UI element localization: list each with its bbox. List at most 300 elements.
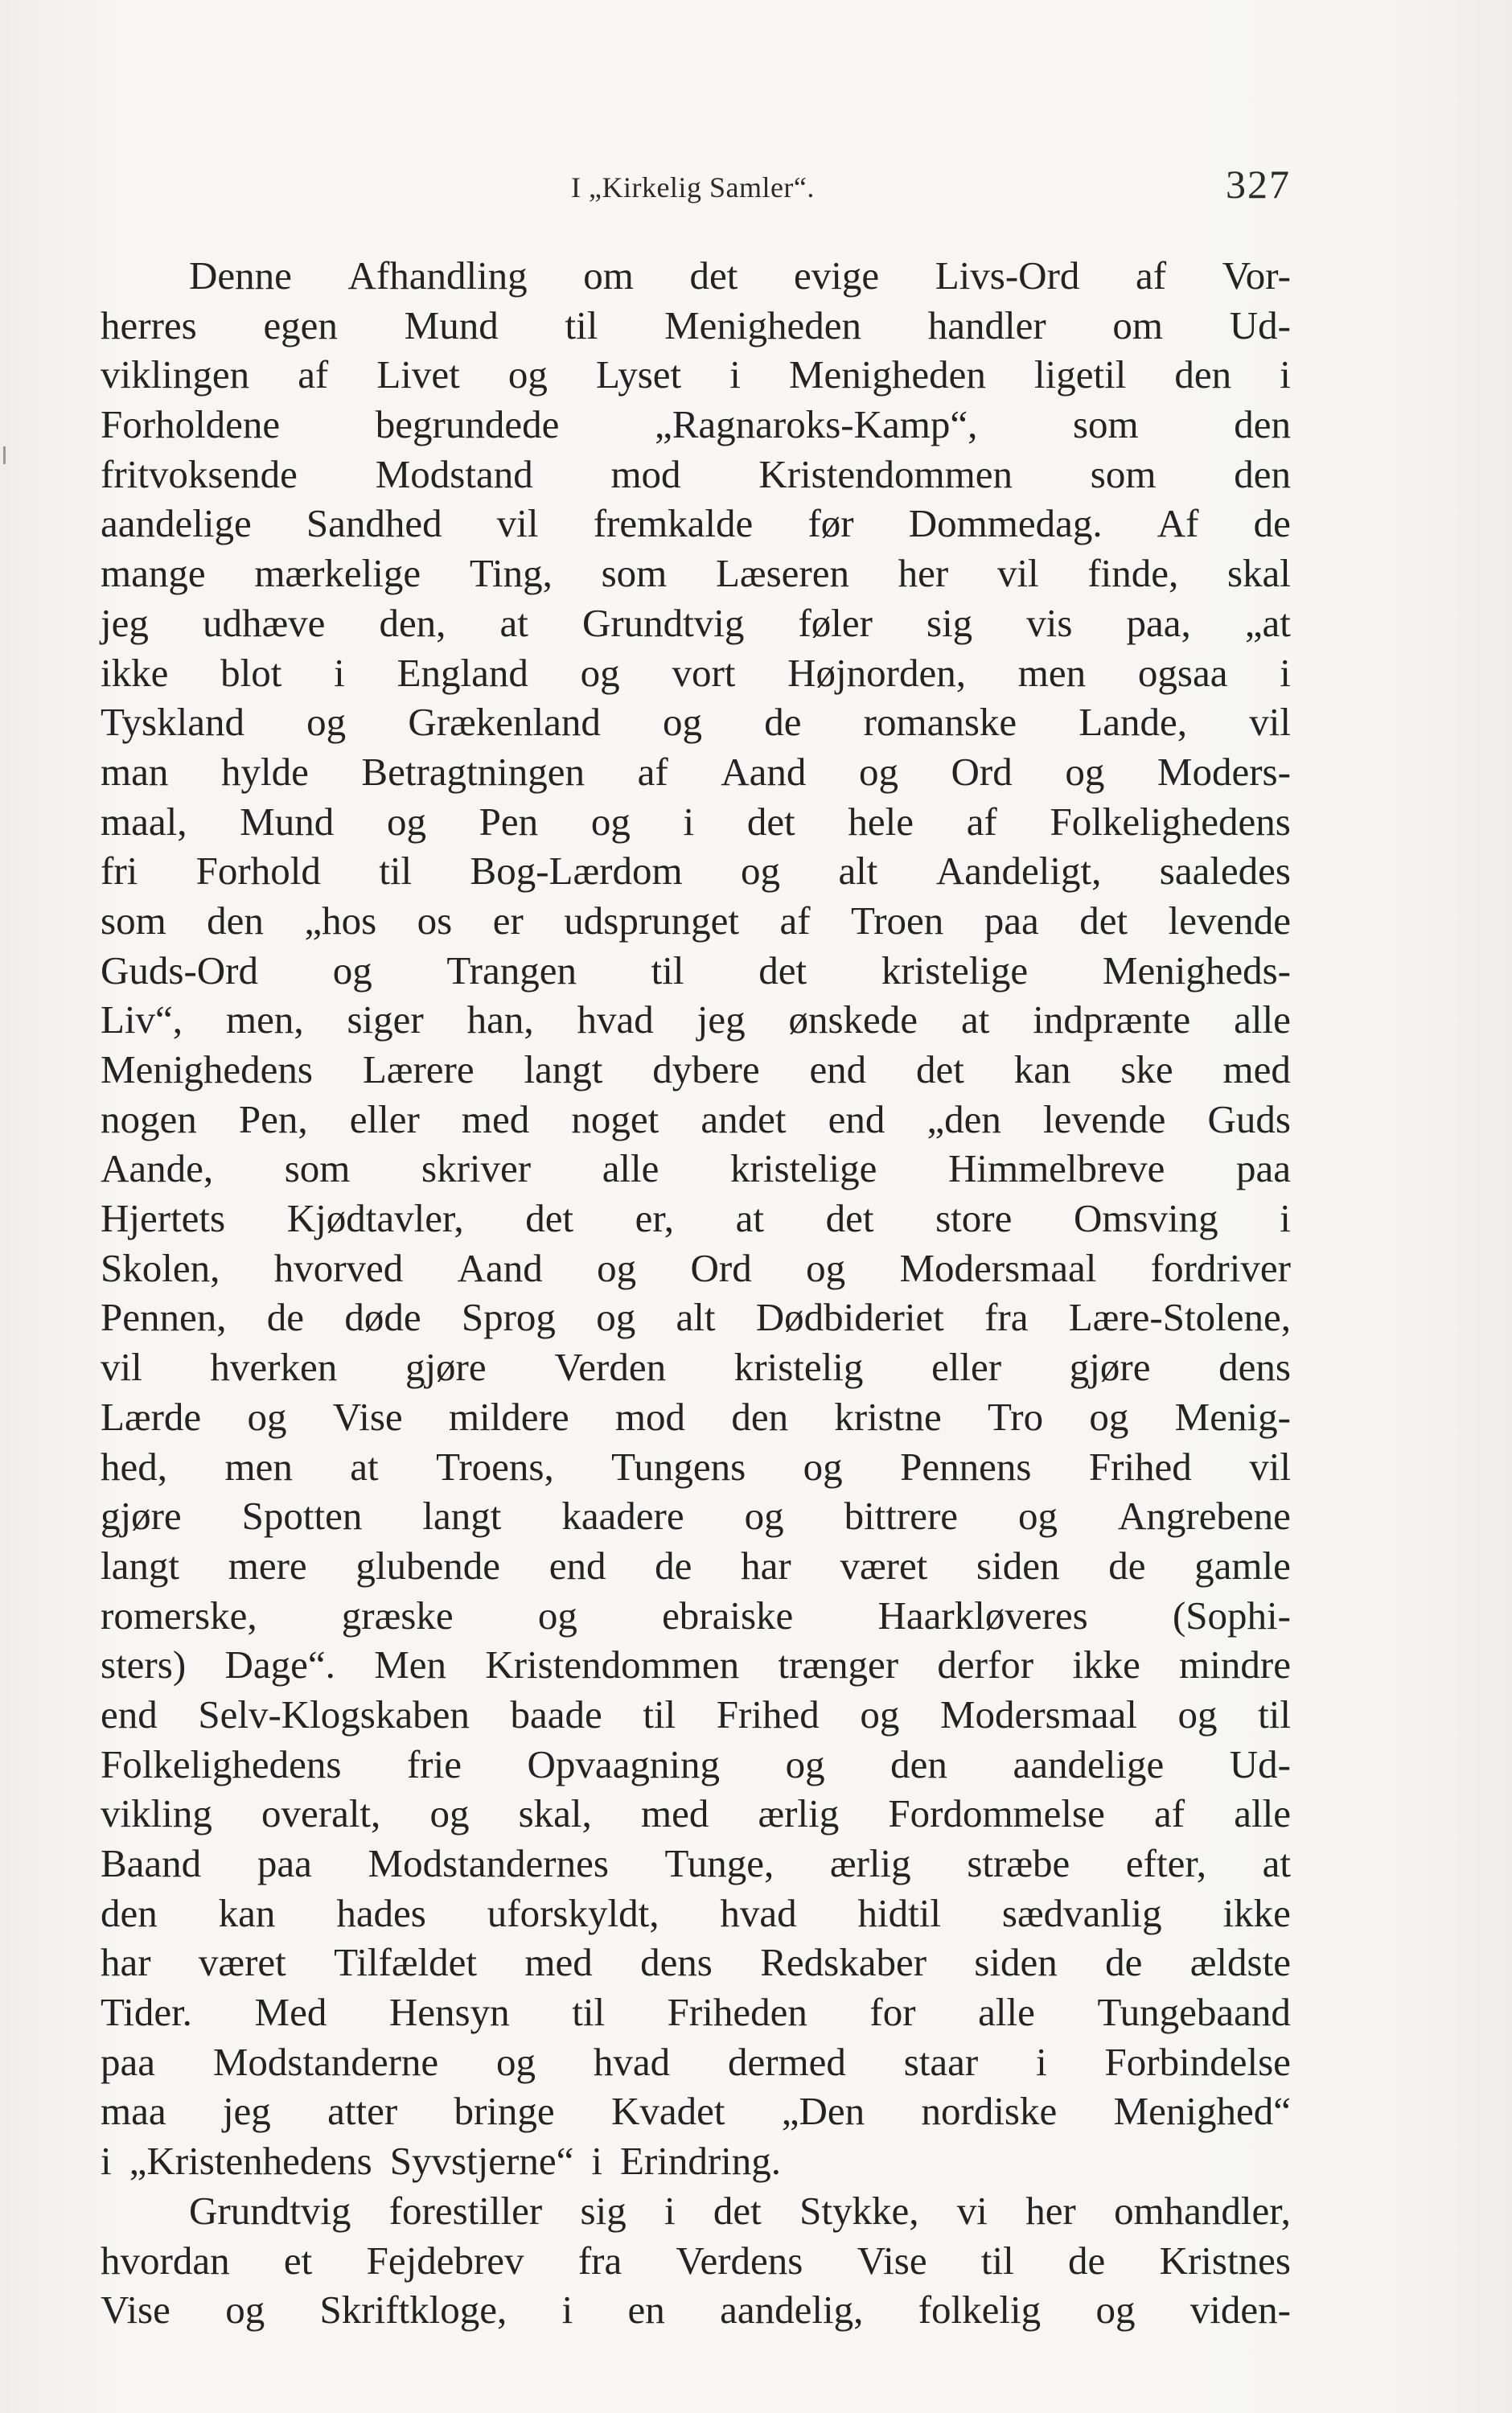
word: Verden — [554, 1345, 667, 1390]
word: før — [807, 501, 854, 546]
word: andet — [701, 1096, 787, 1141]
text-line — [101, 1740, 1291, 1790]
word: Modersmaal — [899, 1245, 1097, 1290]
word: skal, — [518, 1791, 592, 1836]
text-line — [101, 697, 1291, 747]
word: viklingen — [101, 352, 250, 397]
margin-mark — [3, 446, 6, 464]
word: handler — [927, 302, 1046, 347]
word: kan — [218, 1890, 276, 1935]
word: siger — [347, 997, 424, 1042]
word: med — [524, 1940, 593, 1985]
word: alle — [602, 1146, 659, 1191]
word: eller — [931, 1345, 1002, 1390]
word: end — [809, 1047, 867, 1091]
word: Mund — [404, 302, 499, 347]
word: de — [655, 1543, 692, 1588]
word: end — [828, 1096, 885, 1141]
word: Tyskland — [101, 700, 244, 745]
word: paa, — [1126, 600, 1191, 645]
word: ærlig — [829, 1841, 911, 1885]
word: evige — [794, 253, 880, 298]
word: Mund — [240, 799, 335, 844]
word: aandelig, — [720, 2288, 864, 2333]
word: vis — [1026, 600, 1073, 645]
word: fra — [577, 2238, 622, 2283]
word: Angrebene — [1117, 1494, 1291, 1539]
word: at — [350, 1444, 379, 1489]
word: Tro — [988, 1394, 1044, 1439]
word: glubende — [355, 1543, 500, 1588]
word: Fordommelse — [888, 1791, 1105, 1836]
word: Tungens — [611, 1444, 746, 1489]
word: langt — [422, 1494, 502, 1539]
word: mindre — [1179, 1642, 1291, 1687]
text-line — [101, 2136, 1291, 2186]
word: romerske, — [101, 1593, 257, 1638]
word: (Sophi- — [1172, 1593, 1291, 1638]
word: og — [663, 700, 703, 745]
word: Ud- — [1229, 302, 1291, 347]
word: og — [1018, 1494, 1058, 1539]
word: Skriftkloge, — [319, 2288, 507, 2333]
word: Baand — [101, 1841, 202, 1885]
word: hverken — [210, 1345, 338, 1390]
word: om — [583, 253, 634, 298]
word: „den — [927, 1096, 1001, 1141]
word: Forhold — [195, 849, 321, 894]
word: i — [729, 352, 741, 397]
word: Vise — [857, 2238, 927, 2283]
word: langt — [101, 1543, 179, 1588]
word: man — [101, 749, 169, 794]
word: føler — [798, 600, 873, 645]
word: Kristendommen — [758, 451, 1013, 496]
word: paa — [257, 1841, 312, 1885]
word: siden — [974, 1940, 1058, 1985]
word: jeg — [696, 997, 746, 1042]
text-line — [101, 1293, 1291, 1342]
text-line — [101, 301, 1291, 351]
word: Lande, — [1079, 700, 1188, 745]
word: de — [1108, 1543, 1146, 1588]
word: ældste — [1189, 1940, 1291, 1985]
word: „Ragnaroks-Kamp“, — [654, 402, 978, 447]
word: paa — [984, 898, 1039, 943]
word: og — [496, 2039, 536, 2084]
word: bittrere — [844, 1494, 959, 1539]
word: Med — [254, 1990, 327, 2035]
word: har — [101, 1940, 151, 1985]
word: som — [1090, 451, 1157, 496]
text-line — [101, 1591, 1291, 1641]
word: Pen — [479, 799, 539, 844]
text-line — [101, 995, 1291, 1045]
word: Opvaagning — [527, 1741, 721, 1786]
word: Afhandling — [347, 253, 528, 298]
word: maal, — [101, 799, 187, 844]
word: fritvoksende — [101, 451, 298, 496]
word: indprænte — [1033, 997, 1191, 1042]
word: Spotten — [241, 1494, 363, 1539]
word: af — [966, 799, 997, 844]
word: Stykke, — [799, 2188, 919, 2233]
word: Tilfældet — [334, 1940, 478, 1985]
word: Menigheds- — [1102, 948, 1291, 993]
word: den — [1234, 451, 1291, 496]
word: paa — [101, 2039, 155, 2084]
word: vort — [672, 650, 736, 695]
word: fra — [984, 1295, 1029, 1340]
word: som — [284, 1146, 351, 1191]
word: i — [1280, 1196, 1291, 1241]
word: Grundtvig — [189, 2188, 351, 2233]
word: Moders- — [1157, 749, 1291, 794]
word: Vise — [332, 1394, 403, 1439]
word: vil — [101, 1345, 142, 1390]
word: med — [461, 1096, 530, 1141]
word: Læseren — [715, 551, 849, 596]
text-line — [101, 1243, 1291, 1293]
word: Højnorden, — [787, 650, 966, 695]
word: finde, — [1087, 551, 1179, 596]
word: Tider. — [101, 1990, 192, 2035]
word: Menigheden — [664, 302, 861, 347]
word: ikke — [1222, 1890, 1291, 1935]
word: vil — [996, 551, 1039, 596]
text-line — [101, 1988, 1291, 2037]
text-line — [101, 549, 1291, 598]
word: kristelig — [733, 1345, 864, 1390]
word: været — [840, 1543, 928, 1588]
word: som — [1072, 402, 1139, 447]
text-line — [101, 1640, 1291, 1690]
word: de — [764, 700, 802, 745]
word: udhæve — [202, 600, 326, 645]
word: til — [651, 948, 684, 993]
word: Denne — [189, 253, 292, 298]
word: mærkelige — [254, 551, 421, 596]
word: for — [869, 1990, 916, 2035]
text-line — [101, 400, 1291, 450]
word: end — [549, 1543, 606, 1588]
word: ebraiske — [662, 1593, 794, 1638]
word: hele — [848, 799, 914, 844]
word: Ud- — [1229, 1741, 1291, 1786]
word: Aand — [457, 1245, 543, 1290]
word: af — [1154, 1791, 1185, 1836]
word: langt — [524, 1047, 603, 1091]
word: Kristendommen — [485, 1642, 740, 1687]
word: det — [758, 948, 807, 993]
word: og — [741, 849, 781, 894]
word: Hensyn — [388, 1990, 510, 2035]
word: gjøre — [405, 1345, 487, 1390]
word: fri — [101, 849, 138, 894]
word: i — [683, 799, 695, 844]
word: Haarkløveres — [877, 1593, 1088, 1638]
word: ogsaa — [1137, 650, 1228, 695]
word: i — [334, 650, 345, 695]
word: Frihed — [1088, 1444, 1192, 1489]
word: Aand — [721, 749, 807, 794]
word: „at — [1244, 600, 1291, 645]
word: og — [860, 1692, 900, 1737]
text-line — [101, 598, 1291, 648]
word: og — [225, 2288, 265, 2333]
word: fremkalde — [593, 501, 754, 546]
word: Lyset — [595, 352, 682, 397]
word: sædvanlig — [1001, 1890, 1162, 1935]
word: nogen — [101, 1096, 197, 1141]
word: Omsving — [1073, 1196, 1218, 1241]
text-line — [101, 2037, 1291, 2087]
word: den — [731, 1394, 789, 1439]
word: at — [735, 1196, 765, 1241]
word: den — [1234, 402, 1291, 447]
word: i — [561, 2288, 573, 2333]
text-line — [101, 251, 1291, 301]
word: Trangen — [446, 948, 577, 993]
word: vikling — [101, 1791, 212, 1836]
word: og — [596, 1295, 636, 1340]
word: hvad — [577, 997, 654, 1042]
word: og — [507, 352, 548, 397]
word: romanske — [863, 700, 1017, 745]
word: til — [980, 2238, 1014, 2283]
page-number: 327 — [1226, 162, 1291, 207]
word: Pennen, — [101, 1295, 227, 1340]
word: Folkelighedens — [101, 1741, 342, 1786]
word: som — [601, 551, 668, 596]
word: hvordan — [101, 2238, 230, 2283]
word: noget — [571, 1096, 659, 1141]
word: folkelig — [918, 2288, 1042, 2333]
word: vi — [956, 2188, 988, 2233]
word: døde — [344, 1295, 421, 1340]
text-line — [101, 797, 1291, 847]
word: at — [1262, 1841, 1291, 1885]
word: Guds-Ord — [101, 948, 258, 993]
word: til — [565, 302, 598, 347]
word: alle — [1234, 1791, 1291, 1836]
word: siden — [976, 1543, 1060, 1588]
word: egen — [263, 302, 338, 347]
word: de — [266, 1295, 305, 1340]
word: og — [1089, 1394, 1129, 1439]
word: ikke — [1072, 1642, 1140, 1687]
word: trænger — [778, 1642, 899, 1687]
word: Menigheden — [788, 352, 986, 397]
word: til — [572, 1990, 606, 2035]
word: mod — [610, 451, 681, 496]
word: i — [591, 2139, 602, 2184]
word: den, — [379, 600, 446, 645]
word: alle — [1234, 997, 1291, 1042]
word: levende — [1168, 898, 1291, 943]
word: og — [785, 1741, 825, 1786]
word: alle — [978, 1990, 1035, 2035]
word: eller — [349, 1096, 420, 1141]
word: Kvadet — [610, 2089, 725, 2134]
text-line — [101, 1442, 1291, 1492]
text-line — [101, 896, 1291, 946]
text-line — [101, 350, 1291, 400]
word: paa — [1235, 1146, 1291, 1191]
word: hvorved — [273, 1245, 404, 1290]
word: mildere — [448, 1394, 569, 1439]
word: England — [396, 650, 528, 695]
word: i — [1280, 352, 1291, 397]
word: et — [283, 2238, 313, 2283]
word: dens — [1218, 1345, 1291, 1390]
word: Kjødtavler, — [286, 1196, 464, 1241]
word: hidtil — [857, 1890, 942, 1935]
word: og — [803, 1444, 843, 1489]
body-text — [101, 251, 1291, 2335]
word: bringe — [454, 2089, 555, 2134]
word: stræbe — [967, 1841, 1070, 1885]
word: og — [597, 1245, 637, 1290]
text-line — [101, 1491, 1291, 1541]
word: den — [890, 1741, 947, 1786]
word: kaadere — [561, 1494, 684, 1539]
word: med — [1222, 1047, 1291, 1091]
word: dermed — [727, 2039, 846, 2084]
word: omhandler, — [1114, 2188, 1291, 2233]
word: og — [744, 1494, 784, 1539]
word: Lære-Stolene, — [1068, 1295, 1291, 1340]
word: viden- — [1189, 2288, 1291, 2333]
word: og — [386, 799, 426, 844]
word: gamle — [1194, 1543, 1291, 1588]
word: i — [101, 2139, 112, 2184]
word: jeg — [222, 2089, 271, 2134]
word: mere — [228, 1543, 307, 1588]
word: Forbindelse — [1104, 2039, 1291, 2084]
word: ligetil — [1033, 352, 1127, 397]
word: en — [627, 2288, 665, 2333]
word: derfor — [937, 1642, 1034, 1687]
word: og — [537, 1593, 577, 1638]
word: men, — [225, 997, 304, 1042]
word: saaledes — [1159, 849, 1291, 894]
word: nordiske — [921, 2089, 1058, 2134]
word: Forholdene — [101, 402, 281, 447]
word: og — [590, 799, 631, 844]
word: Ting, — [469, 551, 553, 596]
word: „Den — [781, 2089, 865, 2134]
word: Lærere — [362, 1047, 475, 1091]
word: „hos — [304, 898, 377, 943]
word: Friheden — [667, 1990, 807, 2035]
word: Liv“, — [101, 997, 183, 1042]
word: staar — [903, 2039, 979, 2084]
word: mod — [614, 1394, 686, 1439]
word: det — [525, 1196, 574, 1241]
word: kristelige — [881, 948, 1029, 993]
word: Ord — [951, 749, 1013, 794]
word: hvad — [593, 2039, 671, 2084]
word: Verdens — [676, 2238, 803, 2283]
word: ikke — [101, 650, 169, 695]
word: og — [806, 1245, 846, 1290]
word: hylde — [220, 749, 309, 794]
word: sters) — [101, 1642, 187, 1687]
word: er, — [635, 1196, 675, 1241]
word: efter, — [1125, 1841, 1206, 1885]
text-line — [101, 946, 1291, 996]
word: alt — [838, 849, 878, 894]
word: været — [198, 1940, 286, 1985]
word: og — [1065, 749, 1105, 794]
word: levende — [1043, 1096, 1166, 1141]
word: den — [101, 1890, 158, 1935]
word: i — [664, 2188, 676, 2233]
word: os — [417, 898, 453, 943]
word: Men — [374, 1642, 447, 1687]
word: det — [916, 1047, 964, 1091]
word: Erindring. — [619, 2139, 781, 2184]
word: græske — [341, 1593, 454, 1638]
word: at — [960, 997, 990, 1042]
word: Livs-Ord — [935, 253, 1080, 298]
word: Sprog — [461, 1295, 556, 1340]
word: Aandeligt, — [935, 849, 1102, 894]
word: Hjertets — [101, 1196, 226, 1241]
word: sig — [580, 2188, 627, 2233]
word: Syvstjerne“ — [389, 2139, 574, 2184]
word: de — [1105, 1940, 1143, 1985]
word: ske — [1120, 1047, 1173, 1091]
word: de — [1068, 2238, 1106, 2283]
word: Himmelbreve — [947, 1146, 1165, 1191]
word: fordriver — [1150, 1245, 1291, 1290]
word: uforskyldt, — [487, 1890, 659, 1935]
text-line — [101, 1045, 1291, 1095]
word: vil — [496, 501, 539, 546]
word: har — [741, 1543, 791, 1588]
text-line — [101, 1839, 1291, 1889]
word: begrundede — [375, 402, 560, 447]
word: forestiller — [388, 2188, 543, 2233]
word: jeg — [101, 600, 149, 645]
word: og — [580, 650, 620, 695]
word: Frihed — [716, 1692, 820, 1737]
word: vil — [1249, 1444, 1291, 1489]
text-line — [101, 2086, 1291, 2136]
word: i — [1280, 650, 1291, 695]
word: maa — [101, 2089, 166, 2134]
word: sig — [927, 600, 973, 645]
word: af — [637, 749, 668, 794]
word: Troen — [851, 898, 944, 943]
word: og — [1177, 1692, 1218, 1737]
word: ønskede — [788, 997, 918, 1042]
word: alt — [676, 1295, 716, 1340]
word: den — [207, 898, 264, 943]
word: Dommedag. — [908, 501, 1103, 546]
word: dybere — [652, 1047, 760, 1091]
running-head: I „Kirkelig Samler“. — [571, 171, 815, 203]
word: herres — [101, 302, 197, 347]
text-line — [101, 1392, 1291, 1442]
text-line — [101, 1342, 1291, 1392]
word: og — [429, 1791, 470, 1836]
word: Modstand — [375, 451, 533, 496]
word: store — [935, 1196, 1013, 1241]
word: frie — [406, 1741, 462, 1786]
